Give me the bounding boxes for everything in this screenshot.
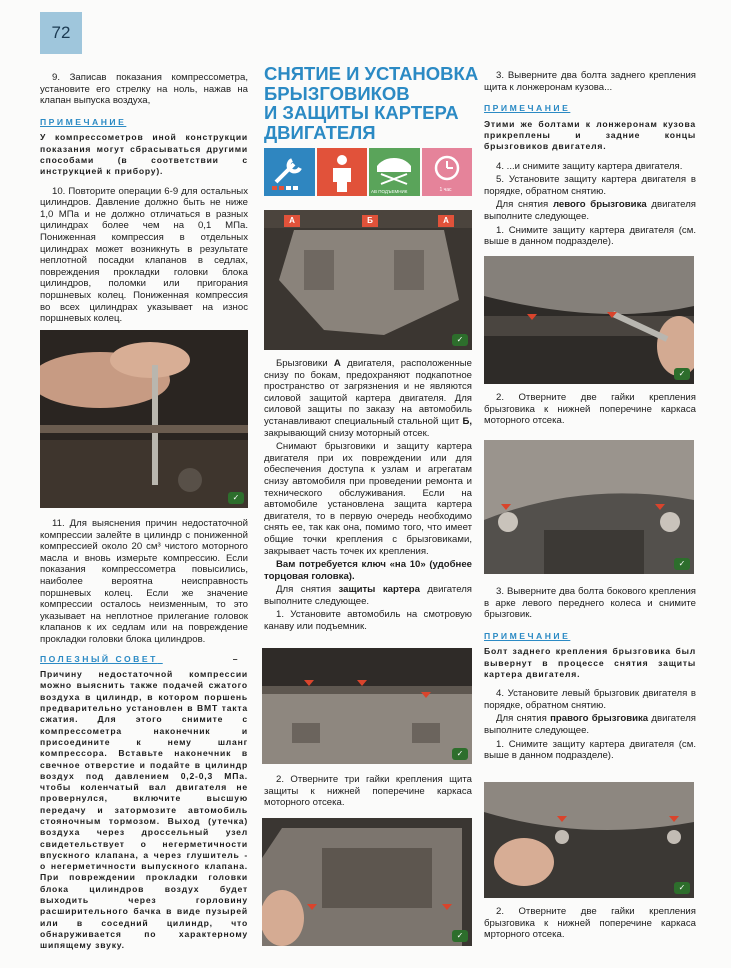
guard-intro-2: двигателя выполните следующее. — [264, 584, 472, 607]
right-column-final — [484, 906, 696, 943]
brand-logo-icon: ✓ — [674, 882, 690, 894]
brand-logo-icon: ✓ — [452, 748, 468, 760]
middle-column — [264, 358, 472, 635]
left-step-1: 1. Снимите защиту картера двигателя (см. выше в данном подразделе). — [484, 224, 696, 248]
intro-paragraph — [264, 358, 472, 439]
note-heading: ПРИМЕЧАНИЕ — [40, 116, 127, 127]
intro-a: А — [333, 358, 341, 369]
middle-column-step2 — [264, 774, 472, 811]
tip-heading — [40, 654, 248, 666]
intro-b: Б, — [462, 415, 472, 427]
left-step-2: 2. Отверните две гайки крепления брызговика к нижней поперечине каркаса моторного отсека. — [484, 392, 696, 427]
title-line-2: БРЫЗГОВИКОВ — [264, 82, 410, 104]
photo-right-splash-nuts-image — [484, 782, 694, 898]
tip-heading-label: ПОЛЕЗНЫЙ СОВЕТ — [40, 653, 158, 664]
left-splash-intro-2: двигателя выполните следующее. — [484, 199, 696, 223]
photo-rear-bolts-image — [262, 818, 472, 946]
note-text-2: Этими же болтами к лонжеронам кузова прикреплены и задние концы брызговиков двигателя. — [484, 118, 696, 152]
right-column-lower — [484, 586, 696, 764]
step-9: 9. Записав показания компрессометра, установите его стрелку на ноль, нажав на клапан выпуска воздуха, — [40, 72, 248, 107]
step-4: 4. ...и снимите защиту картера двигателя. — [496, 160, 683, 172]
left-step-3: 3. Выверните два болта бокового крепления в арке левого переднего колеса и снимите брызговик. — [484, 586, 696, 621]
tip-dash: – — [232, 653, 241, 664]
badge-a-right: А — [438, 215, 454, 227]
right-column — [484, 70, 696, 250]
badge-b: Б — [362, 215, 378, 227]
wrench-icon — [264, 148, 315, 196]
title-line-3: И ЗАЩИТЫ КАРТЕРА — [264, 102, 459, 123]
step-10: 10. Повторите операции 6-9 для остальных цилиндров. Давление должно быть не ниже 1,0 МПа и не должно отличаться в разных цилиндрах более чем на 0,1 МПа. Пониженная компрессия в отдельных цилиндрах может возникнуть в результате неплотной посадки клапанов в седлах, повреждения прокладки головки блока цилиндров, поломки или пригорания поршневых колец. Пониженная компрессия во всех цилиндрах указывает на износ поршневых колец. — [40, 185, 248, 325]
right-column-step2 — [484, 392, 696, 429]
title-line-4: ДВИГАТЕЛЯ — [264, 121, 376, 143]
note-heading-2: ПРИМЕЧАНИЕ — [484, 103, 571, 114]
page-number: 72 — [40, 12, 82, 54]
photo-wheel-arch-bolts-image — [484, 440, 694, 574]
intro-text-1: Брызговики — [276, 358, 334, 369]
guard-intro — [264, 584, 472, 607]
photo-left-splash-nuts — [484, 256, 694, 384]
step-11: 11. Для выяснения причин недостаточной компрессии залейте в цилиндр с пониженной компрессией около 20 см³ чистого моторного масла и вновь измерьте компрессию. Если показания компрессометра повысились, наиболее вероятна неисправность поршневых колец. Если же значение компрессии осталось неизменным, то это указывает на неплотное прилегание головок клапанов к их седлам или на повреждение прокладки головки блока цилиндров. — [40, 518, 248, 645]
right-step-1: 1. Снимите защиту картера двигателя (см. выше в данном подразделе). — [484, 738, 696, 762]
photo-guard-nuts — [262, 648, 472, 764]
left-splash-intro — [484, 199, 696, 222]
lift-caption: АВ ПОДЪЕМНИК — [371, 189, 408, 194]
photo-compressometer-image — [40, 330, 248, 508]
photo-guards-overview-image — [264, 210, 472, 350]
section-title — [264, 64, 484, 142]
removal-paragraph: Снимают брызговики и защиту картера двигателя при их повреждении или для обеспечения доступа к узлам и агрегатам снизу автомобиля при проведении ремонта и технического обслуживания. Если на автомобиле установлена защита картера двигателя, то в первую очередь необходимо снять ее, так как она, помимо того, что имеет общие точки крепления с брызговиками, закрывает часть точек их крепления. — [264, 441, 472, 557]
badge-a: А — [284, 215, 300, 227]
right-step-2: 2. Отверните две гайки крепления брызговика к нижней поперечине каркаса мрторного отсека. — [484, 906, 696, 941]
step-3: 3. Выверните два болта заднего крепления щита к лонжеронам кузова... — [484, 70, 696, 93]
left-column-lower — [40, 518, 248, 954]
right-splash-intro — [484, 713, 696, 736]
intro-text-3: закрывающий снизу моторный отсек. — [264, 427, 430, 439]
left-step-4: 4. Установите левый брызговик двигателя в порядке, обратном снятию. — [484, 688, 696, 711]
photo-compressometer — [40, 330, 248, 508]
photo-right-splash-nuts — [484, 782, 694, 898]
lift-icon — [369, 148, 420, 196]
left-column — [40, 72, 248, 327]
photo-guards-overview — [264, 210, 472, 350]
brand-logo-icon: ✓ — [674, 368, 690, 380]
step-5: 5. Установите защиту картера двигателя в порядке, обратном снятию. — [484, 174, 696, 197]
guard-intro-1: Для снятия — [276, 584, 339, 596]
step-1: 1. Установите автомобиль на смотровую канаву или подъемник. — [264, 609, 472, 633]
note-text-3: Болт заднего крепления брызговика был вывернут в процессе снятия защиты картера двигателя. — [484, 646, 696, 679]
photo-rear-bolts — [262, 818, 472, 946]
right-splash-intro-bold: правого брызговика — [550, 713, 649, 725]
clock-caption: 1 час — [439, 187, 452, 193]
note-text: У компрессометров иной конструкции показания могут сбрасываться другими способами (в соответствии с инструкцией к прибору). — [40, 132, 248, 177]
photo-guard-nuts-image — [262, 648, 472, 764]
intro-text-2: двигателя, расположенные снизу по бокам, предохраняют подкапотное пространство от загрязнения и не являются силовой защитой картера двигателя. Для силовой защиты по заказу на автомобиль устанавливают специальный стальной щит — [264, 358, 472, 427]
clock-icon — [422, 148, 473, 196]
brand-logo-icon: ✓ — [228, 492, 244, 504]
left-splash-intro-1: Для снятия — [496, 199, 553, 211]
step-2: 2. Отверните три гайки крепления щита защиты к нижней поперечине каркаса моторного отсека. — [264, 774, 472, 809]
note-heading-3: ПРИМЕЧАНИЕ — [484, 630, 571, 641]
tool-required: Вам потребуется ключ «на 10» (удобнее торцовая головка). — [264, 559, 472, 582]
guard-intro-bold: защиты картера — [338, 584, 420, 596]
photo-wheel-arch-bolts — [484, 440, 694, 574]
brand-logo-icon: ✓ — [452, 334, 468, 346]
tip-text: Причину недостаточной компрессии можно выяснить также подачей сжатого воздуха в цилиндр, в котором поршень предварительно установлен в ВМТ такта сжатия. Для этого снимите с компрессометра наконечник и присоедините к нему шланг компрессора. Вставьте наконечник в свечное отверстие и подайте в цилиндр воздух под давлением 0,2-0,3 МПа. чтобы коленчатый вал двигателя не провернулся, включите высшую передачу и затормозите автомобиль стояночным тормозом. Выход (утечка) воздуха через дроссельный узел свидетельствует о негерметичности впускного клапана, а через глушитель - о негерметичности выпускного клапана. При повреждении прокладки головки блока цилиндров воздух будет выходить через горловину расширительного бачка в виде пузырей или в соседний цилиндр, что обнаруживается по характерному шипящему звуку. — [40, 669, 248, 951]
info-icons-row — [264, 148, 472, 196]
photo-left-splash-nuts-image — [484, 256, 694, 384]
brand-logo-icon: ✓ — [674, 558, 690, 570]
title-line-1: СНЯТИЕ И УСТАНОВКА — [264, 63, 479, 84]
mechanic-icon — [317, 148, 368, 196]
left-splash-intro-bold: левого брызговика — [552, 199, 647, 211]
right-splash-intro-1: Для снятия — [496, 713, 551, 725]
brand-logo-icon: ✓ — [452, 930, 468, 942]
right-splash-intro-2: двигателя выполните следующее. — [484, 713, 696, 737]
